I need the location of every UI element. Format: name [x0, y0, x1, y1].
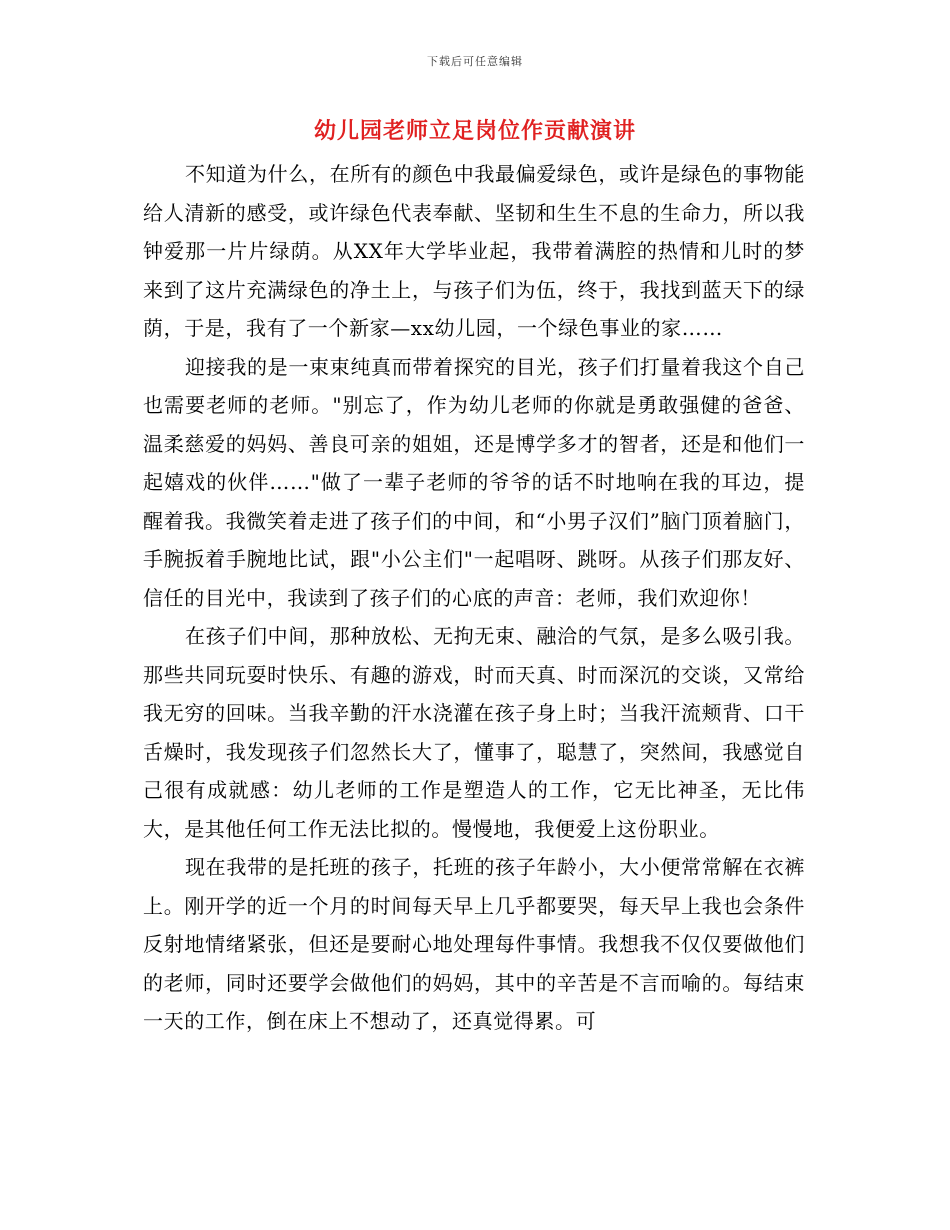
paragraph-2: 迎接我的是一束束纯真而带着探究的目光，孩子们打量着我这个自己也需要老师的老师。"别忘了，作为幼儿老师的你就是勇敢强健的爸爸、温柔慈爱的妈妈、善良可亲的姐姐，还是博学多才的智者，还是和他们一起嬉戏的伙伴……"做了一辈子老师的爷爷的话不时地响在我的耳边，提醒着我。我微笑着走进了孩子们的中间，和“小男子汉们”脑门顶着脑门，手腕扳着手腕地比试，跟"小公主们"一起唱呀、跳呀。从孩子们那友好、信任的目光中，我读到了孩子们的心底的声音：老师，我们欢迎你！: [143, 354, 805, 610]
header-note: 下载后可任意编辑: [427, 55, 523, 68]
paragraph-4: 现在我带的是托班的孩子，托班的孩子年龄小，大小便常常解在衣裤上。刚开学的近一个月的时间每天早上几乎都要哭，每天早上我也会条件反射地情绪紧张，但还是要耐心地处理每件事情。我想我不仅仅要做他们的老师，同时还要学会做他们的妈妈，其中的辛苦是不言而喻的。每结束一天的工作，倒在床上不想动了，还真觉得累。可: [143, 855, 805, 1033]
document-body: [143, 155, 805, 1041]
document-title: 幼儿园老师立足岗位作贡献演讲: [313, 118, 636, 144]
paragraph-1: 不知道为什么，在所有的颜色中我最偏爱绿色，或许是绿色的事物能给人清新的感受，或许绿色代表奉献、坚韧和生生不息的生命力，所以我钟爱那一片片绿荫。从XX年大学毕业起，我带着满腔的热情和儿时的梦来到了这片充满绿色的净土上，与孩子们为伍，终于，我找到蓝天下的绿荫，于是，我有了一个新家—xx幼儿园，一个绿色事业的家……: [143, 162, 805, 340]
paragraph-3: 在孩子们中间，那种放松、无拘无束、融洽的气氛，是多么吸引我。那些共同玩耍时快乐、有趣的游戏，时而天真、时而深沉的交谈，又常给我无穷的回味。当我辛勤的汗水浇灌在孩子身上时；当我汗流颊背、口干舌燥时，我发现孩子们忽然长大了，懂事了，聪慧了，突然间，我感觉自己很有成就感：幼儿老师的工作是塑造人的工作，它无比神圣，无比伟大，是其他任何工作无法比拟的。慢慢地，我便爱上这份职业。: [143, 624, 805, 841]
